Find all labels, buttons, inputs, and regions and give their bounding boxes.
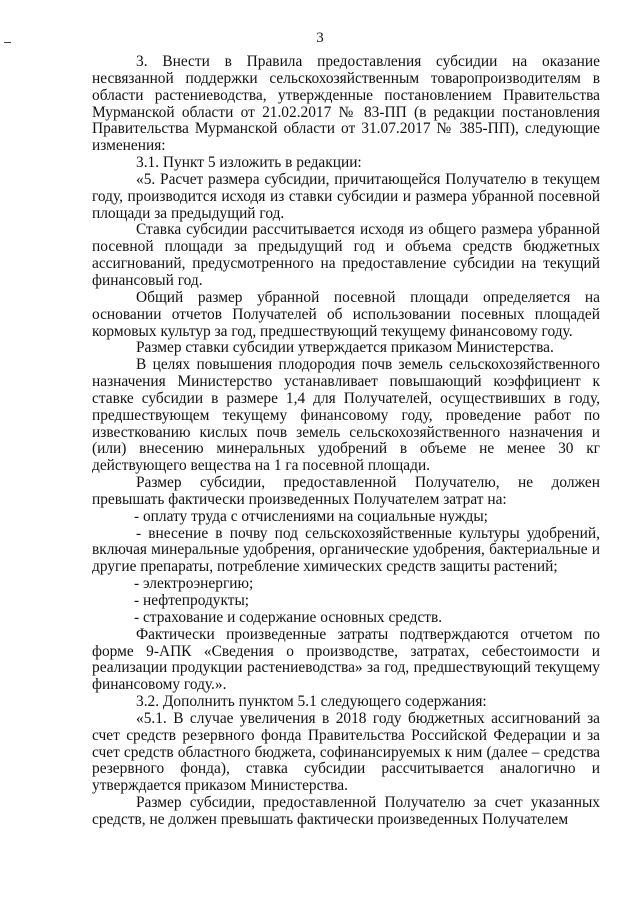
paragraph-rate-approval: Размер ставки субсидии утверждается приказом Министерства. [136,339,554,357]
paragraph-clause-5-1: «5.1. В случае увеличения в 2018 году бюджетных ассигнований за счет средств резервного фонда Правительства Российской Федерации и за счет средств областного бюджета, софинансируемых к ним (далее – средства резервного фонда), ставка субсидии рассчитывается аналогично и утверждается приказом Министерства. [92,709,600,795]
paragraph-report-form: Фактически произведенные затраты подтверждаются отчетом по форме 9-АПК «Сведения о производстве, затратах, себестоимости и реализации продукции растениеводства» за год, предшествующий текущему финансовому году.». [92,625,600,694]
document-body [92,54,600,829]
list-item-electricity: - электроэнергию; [134,575,254,593]
paragraph-total-area: Общий размер убранной посевной площади определяется на основании отчетов Получателей об использовании посевных площадей кормовых культур за год, предшествующий текущему финансовому году. [92,288,600,340]
list-item-insurance: - страхование и содержание основных средств. [134,608,443,626]
paragraph-item-3: 3. Внести в Правила предоставления субсидии на оказание несвязанной поддержки сельскохозяйственным товаропроизводителям в области растениеводства, утвержденные постановлением Правительства Мурманской области от 21.02.2017 № 83-ПП (в редакции постановления Правительства Мурманской области от 31.07.2017 № 385-ПП), следующие изменения: [92,53,600,155]
page-number: 3 [316,30,324,46]
paragraph-subsidy-limit: Размер субсидии, предоставленной Получателю, не должен превышать фактически произведенных Получателем затрат на: [92,474,600,508]
paragraph-reserve-limit: Размер субсидии, предоставленной Получателю за счет указанных средств, не должен превышать фактически произведенных Получателем [92,794,600,828]
paragraph-coefficient: В целях повышения плодородия почв земель сельскохозяйственного назначения Министерство устанавливает повышающий коэффициент к ставке субсидии в размере 1,4 для Получателей, осуществивших в году, предшествующем текущему финансовому году, проведение работ по известкованию кислых почв земель сельскохозяйственного назначения и (или) внесению минеральных удобрений в объеме не менее 30 кг действующего вещества на 1 га посевной площади. [92,356,600,475]
list-item-fuel: - нефтепродукты; [134,592,250,609]
paragraph-subitem-3-2: 3.2. Дополнить пунктом 5.1 следующего содержания: [136,693,487,711]
paragraph-subitem-3-1: 3.1. Пункт 5 изложить в редакции: [136,154,362,172]
paragraph-rate-calculation: Ставка субсидии рассчитывается исходя из общего размера убранной посевной площади за предыдущий год и объема средств бюджетных ассигнований, предусмотренного на предоставление субсидии на текущий финансовый год. [92,221,600,289]
list-item-labor: - оплату труда с отчислениями на социальные нужды; [134,507,488,525]
list-item-fertilizers: - внесение в почву под сельскохозяйственные культуры удобрений, включая минеральные удобрения, органические удобрения, бактериальные и другие препараты, потребление химических средств защиты растений; [92,524,600,576]
paragraph-clause-5: «5. Расчет размера субсидии, причитающейся Получателю в текущем году, производится исходя из ставки субсидии и размера убранной посевной площади за предыдущий год. [92,170,600,222]
